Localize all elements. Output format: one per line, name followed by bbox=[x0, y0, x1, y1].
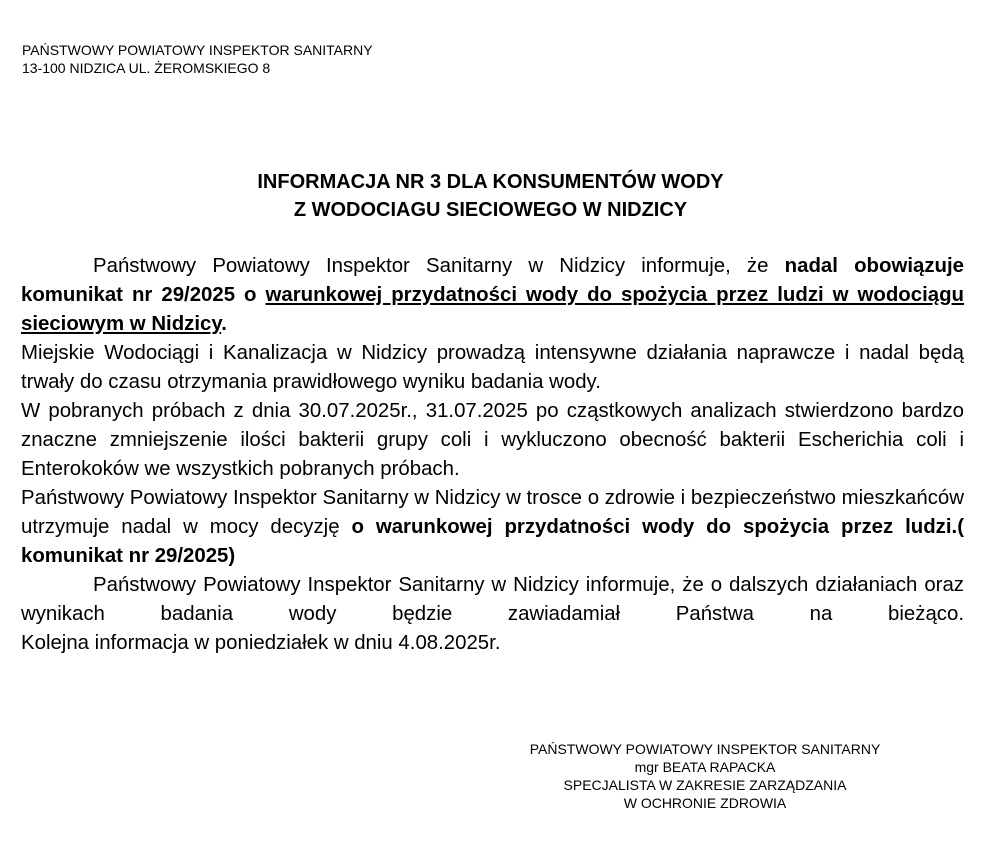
paragraph-next-info: Kolejna informacja w poniedziałek w dniu 4.08.2025r. bbox=[21, 632, 501, 654]
office-header bbox=[22, 41, 373, 77]
paragraph-repairs: Miejskie Wodociągi i Kanalizacja w Nidzicy prowadzą intensywne działania naprawcze i nadal będą trwały do czasu otrzymania prawidłowego wyniku badania wody. bbox=[21, 342, 964, 393]
signature-title: PAŃSTWOWY POWIATOWY INSPEKTOR SANITARNY bbox=[529, 741, 881, 757]
office-address: 13-100 NIDZICA UL. ŻEROMSKIEGO 8 bbox=[22, 60, 271, 76]
decision-bold: o warunkowej przydatności wody do spożycia przez ludzi.( komunikat nr 29/2025) bbox=[21, 516, 964, 567]
signature-role-2: W OCHRONIE ZDROWIA bbox=[623, 795, 787, 811]
notice-period: . bbox=[221, 313, 227, 335]
office-name: PAŃSTWOWY POWIATOWY INSPEKTOR SANITARNY bbox=[22, 42, 373, 58]
notice-bold: nadal obowiązuje komunikat nr 29/2025 o bbox=[21, 255, 964, 306]
signature-role: SPECJALISTA W ZAKRESIE ZARZĄDZANIA bbox=[563, 777, 847, 793]
document-title bbox=[0, 168, 981, 224]
notice-underlined: warunkowej przydatności wody do spożycia przez ludzi w wodociągu sieciowym w Nidzicy bbox=[21, 284, 965, 335]
paragraph-samples: W pobranych próbach z dnia 30.07.2025r., 31.07.2025 po cząstkowych analizach stwierdzono bardzo znaczne zmniejszenie ilości bakterii grupy coli i wykluczono obecność bakterii Escherichia coli i Enterokoków we wszystkich pobranych próbach. bbox=[21, 400, 964, 480]
paragraph-updates: Państwowy Powiatowy Inspektor Sanitarny w Nidzicy informuje, że o dalszych działaniach oraz wynikach badania wody będzie zawiadamiał Państwa na bieżąco. bbox=[21, 574, 964, 625]
title-line-2: Z WODOCIAGU SIECIOWEGO W NIDZICY bbox=[293, 199, 688, 221]
paragraph-decision bbox=[21, 484, 964, 571]
title-line-1: INFORMACJA NR 3 DLA KONSUMENTÓW WODY bbox=[257, 171, 724, 193]
signature-name: mgr BEATA RAPACKA bbox=[634, 759, 776, 775]
notice-text: Państwowy Powiatowy Inspektor Sanitarny w Nidzicy informuje, że bbox=[93, 255, 785, 277]
paragraph-notice bbox=[21, 252, 964, 339]
decision-text: Państwowy Powiatowy Inspektor Sanitarny w Nidzicy w trosce o zdrowie i bezpieczeństwo mieszkańców utrzymuje nadal w mocy decyzję bbox=[21, 487, 964, 538]
signature-block bbox=[470, 740, 940, 812]
document-body bbox=[21, 252, 964, 658]
